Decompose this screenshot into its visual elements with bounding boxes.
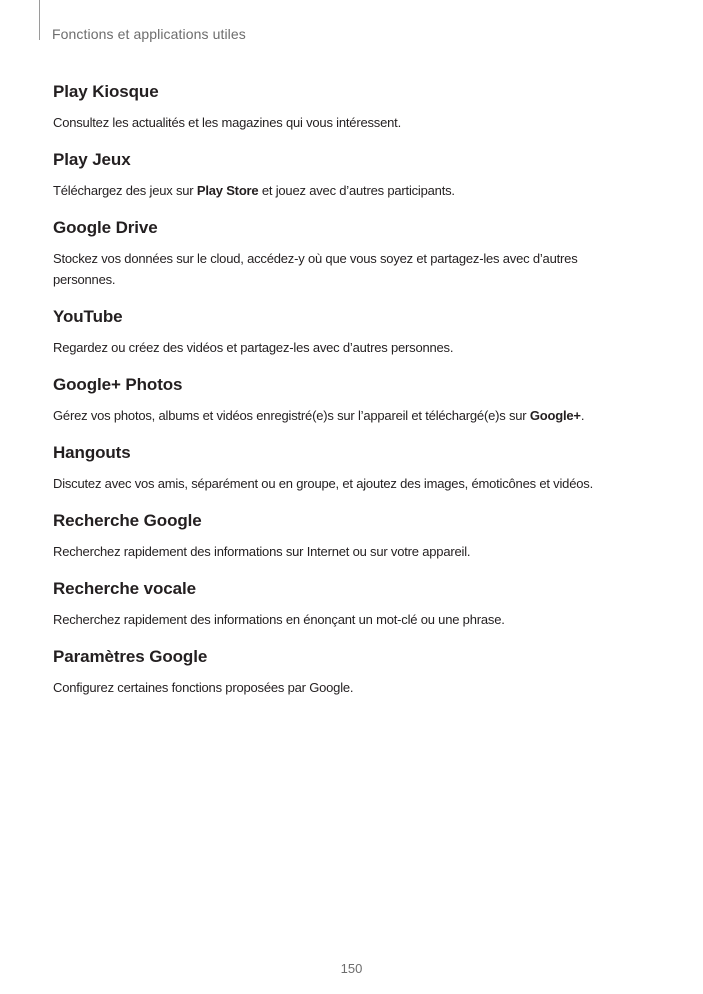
section-recherche-google: [53, 511, 653, 562]
section-body: [53, 112, 653, 133]
section-body: [53, 248, 613, 290]
section-body: [53, 609, 653, 630]
section-title: Recherche Google: [53, 511, 202, 530]
document-content: [53, 82, 653, 715]
section-play-kiosque: [53, 82, 653, 133]
body-bold-term: Google+: [529, 408, 581, 423]
section-title: Google+ Photos: [53, 375, 183, 394]
body-text: Recherchez rapidement des informations en énonçant un mot-clé ou une phrase.: [53, 612, 505, 627]
section-title: Play Kiosque: [53, 82, 159, 101]
body-text: Gérez vos photos, albums et vidéos enregistré(e)s sur l’appareil et téléchargé(e)s sur: [53, 408, 530, 423]
section-play-jeux: [53, 150, 653, 201]
section-title: Google Drive: [53, 218, 158, 237]
section-recherche-vocale: [53, 579, 653, 630]
body-text: Discutez avec vos amis, séparément ou en groupe, et ajoutez des images, émoticônes et vidéos.: [53, 476, 593, 491]
running-header: Fonctions et applications utiles: [52, 26, 246, 42]
section-body: [53, 180, 653, 201]
section-title: Hangouts: [53, 443, 131, 462]
body-text: Téléchargez des jeux sur: [53, 183, 197, 198]
section-body: [53, 541, 653, 562]
body-text: Stockez vos données sur le cloud, accédez-y où que vous soyez et partagez-les avec d’autres personnes.: [53, 251, 578, 287]
body-text: Consultez les actualités et les magazines qui vous intéressent.: [53, 115, 401, 130]
body-text: Regardez ou créez des vidéos et partagez-les avec d’autres personnes.: [53, 340, 454, 355]
body-text: .: [580, 408, 585, 423]
section-hangouts: [53, 443, 653, 494]
section-body: [53, 473, 653, 494]
body-text: Configurez certaines fonctions proposées par Google.: [53, 680, 354, 695]
page-number: 150: [340, 961, 363, 976]
section-parametres-google: [53, 647, 653, 698]
section-title: Recherche vocale: [53, 579, 196, 598]
section-title: Play Jeux: [53, 150, 131, 169]
body-bold-term: Play Store: [196, 183, 259, 198]
header-rule: [39, 0, 40, 40]
section-title: Paramètres Google: [53, 647, 208, 666]
body-text: et jouez avec d’autres participants.: [258, 183, 455, 198]
section-google-plus-photos: [53, 375, 653, 426]
section-google-drive: [53, 218, 653, 290]
section-body: [53, 677, 653, 698]
section-youtube: [53, 307, 653, 358]
section-body: [53, 337, 653, 358]
section-title: YouTube: [53, 307, 123, 326]
body-text: Recherchez rapidement des informations sur Internet ou sur votre appareil.: [53, 544, 471, 559]
section-body: [53, 405, 653, 426]
